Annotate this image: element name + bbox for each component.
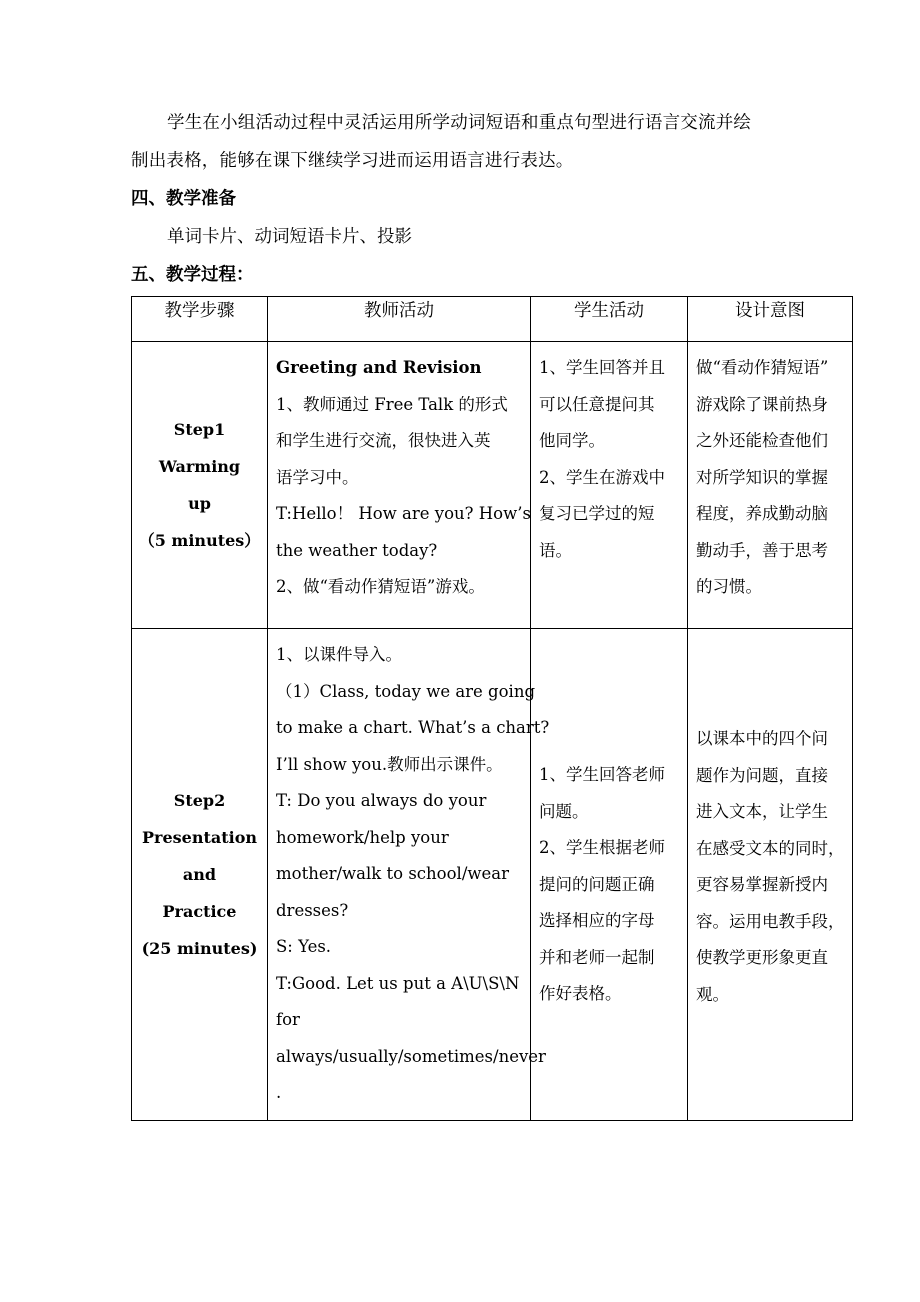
design-intent-cell-2 [688, 629, 853, 1121]
teacher1-line-2: 1、教师通过 Free Talk 的形式 [276, 394, 508, 414]
column-header-step: 教学步骤 [132, 297, 268, 342]
table-row [132, 342, 853, 629]
teacher-activity-cell-1 [268, 342, 531, 629]
student1-line-3: 他同学。 [539, 431, 605, 450]
teacher2-line-6: homework/help your [276, 827, 449, 847]
teacher2-line-2: （1）Class, today we are going [276, 681, 536, 701]
student2-line-1: 1、学生回答老师 [539, 765, 665, 784]
student2-line-7: 作好表格。 [539, 984, 622, 1003]
step1-line-1: Step1 [173, 420, 226, 439]
teacher1-line-7: 2、做“看动作猜短语”游戏。 [276, 577, 485, 596]
intent2-line-4: 在感受文本的同时， [696, 838, 845, 858]
section-four-content: 单词卡片、动词短语卡片、投影 [167, 227, 412, 247]
step2-line-2: Presentation [142, 827, 257, 847]
student2-line-5: 选择相应的字母 [539, 911, 655, 930]
student-activity-cell-1 [531, 342, 688, 629]
step-cell-2 [132, 629, 268, 1121]
intent1-line-4: 对所学知识的掌握 [696, 467, 828, 487]
teacher1-line-3: 和学生进行交流，很快进入英 [276, 431, 491, 450]
step1-line-4: （5 minutes） [138, 531, 261, 550]
step1-line-3: up [188, 494, 211, 513]
intent2-line-1: 以课本中的四个问 [696, 729, 828, 748]
teacher2-line-5: T: Do you always do your [276, 791, 487, 810]
teacher2-line-3: to make a chart. What’s a chart? [276, 718, 550, 737]
intent1-line-1: 做“看动作猜短语” [696, 358, 829, 377]
intent1-line-2: 游戏除了课前热身 [696, 394, 828, 414]
column-header-design-intent: 设计意图 [688, 297, 853, 342]
step2-line-3: and [182, 864, 217, 884]
step2-line-4: Practice [162, 901, 237, 921]
student2-line-3: 2、学生根据老师 [539, 838, 665, 857]
intent2-line-6: 容。运用电教手段， [696, 911, 845, 931]
student2-line-6: 并和老师一起制 [539, 947, 655, 967]
teaching-process-table [131, 296, 853, 1121]
student-activity-cell-2 [531, 629, 688, 1121]
teacher2-line-4: I’ll show you.教师出示课件。 [276, 754, 503, 774]
student2-line-4: 提问的问题正确 [539, 874, 655, 894]
intent1-line-6: 勤动手，善于思考 [696, 540, 828, 560]
table-header-row [132, 297, 853, 342]
design-intent-cell-1 [688, 342, 853, 629]
teacher2-line-7: mother/walk to school/wear [276, 864, 509, 883]
teacher2-line-12: always/usually/sometimes/never [276, 1046, 546, 1066]
teacher2-line-10: T:Good. Let us put a A\U\S\N [276, 973, 520, 993]
teacher1-line-6: the weather today? [276, 540, 438, 560]
step2-line-1: Step2 [173, 790, 226, 810]
intro-paragraph-line-1: 学生在小组活动过程中灵活运用所学动词短语和重点句型进行语言交流并绘 [167, 113, 752, 133]
student2-line-2: 问题。 [539, 801, 589, 821]
intent2-line-7: 使教学更形象更直 [696, 948, 828, 967]
student1-line-2: 可以任意提问其 [539, 394, 655, 414]
column-header-student-activity: 学生活动 [531, 297, 688, 342]
teacher2-line-8: dresses? [276, 900, 349, 920]
teacher2-line-13: . [276, 1083, 282, 1102]
section-four-heading: 四、教学准备 [131, 189, 236, 209]
step2-line-5: (25 minutes) [141, 938, 258, 958]
teacher1-line-1: Greeting and Revision [276, 358, 482, 377]
column-header-teacher-activity: 教师活动 [268, 297, 531, 342]
intent2-line-2: 题作为问题，直接 [696, 765, 828, 785]
teacher1-line-4: 语学习中。 [276, 467, 359, 487]
student1-line-1: 1、学生回答并且 [539, 358, 665, 377]
student1-line-4: 2、学生在游戏中 [539, 467, 665, 487]
intro-paragraph-line-2: 制出表格，能够在课下继续学习进而运用语言进行表达。 [131, 151, 574, 171]
document-body-text [131, 104, 853, 294]
step1-line-2: Warming [158, 457, 241, 476]
table-row [132, 629, 853, 1121]
intent2-line-3: 进入文本，让学生 [696, 802, 828, 821]
teacher2-line-11: for [276, 1010, 300, 1029]
intent1-line-7: 的习惯。 [696, 577, 762, 596]
step-cell-1 [132, 342, 268, 629]
teacher2-line-9: S: Yes. [276, 937, 332, 956]
intent1-line-3: 之外还能检查他们 [696, 431, 828, 450]
student1-line-6: 语。 [539, 540, 572, 560]
student1-line-5: 复习已学过的短 [539, 504, 655, 523]
section-five-heading: 五、教学过程： [131, 265, 254, 285]
teacher1-line-5: T:Hello！ How are you? How’s [276, 504, 531, 523]
intent2-line-5: 更容易掌握新授内 [696, 875, 828, 894]
intent2-line-8: 观。 [696, 984, 729, 1004]
teacher2-line-1: 1、以课件导入。 [276, 645, 402, 664]
intent1-line-5: 程度，养成勤动脑 [696, 504, 828, 523]
teacher-activity-cell-2 [268, 629, 550, 1121]
